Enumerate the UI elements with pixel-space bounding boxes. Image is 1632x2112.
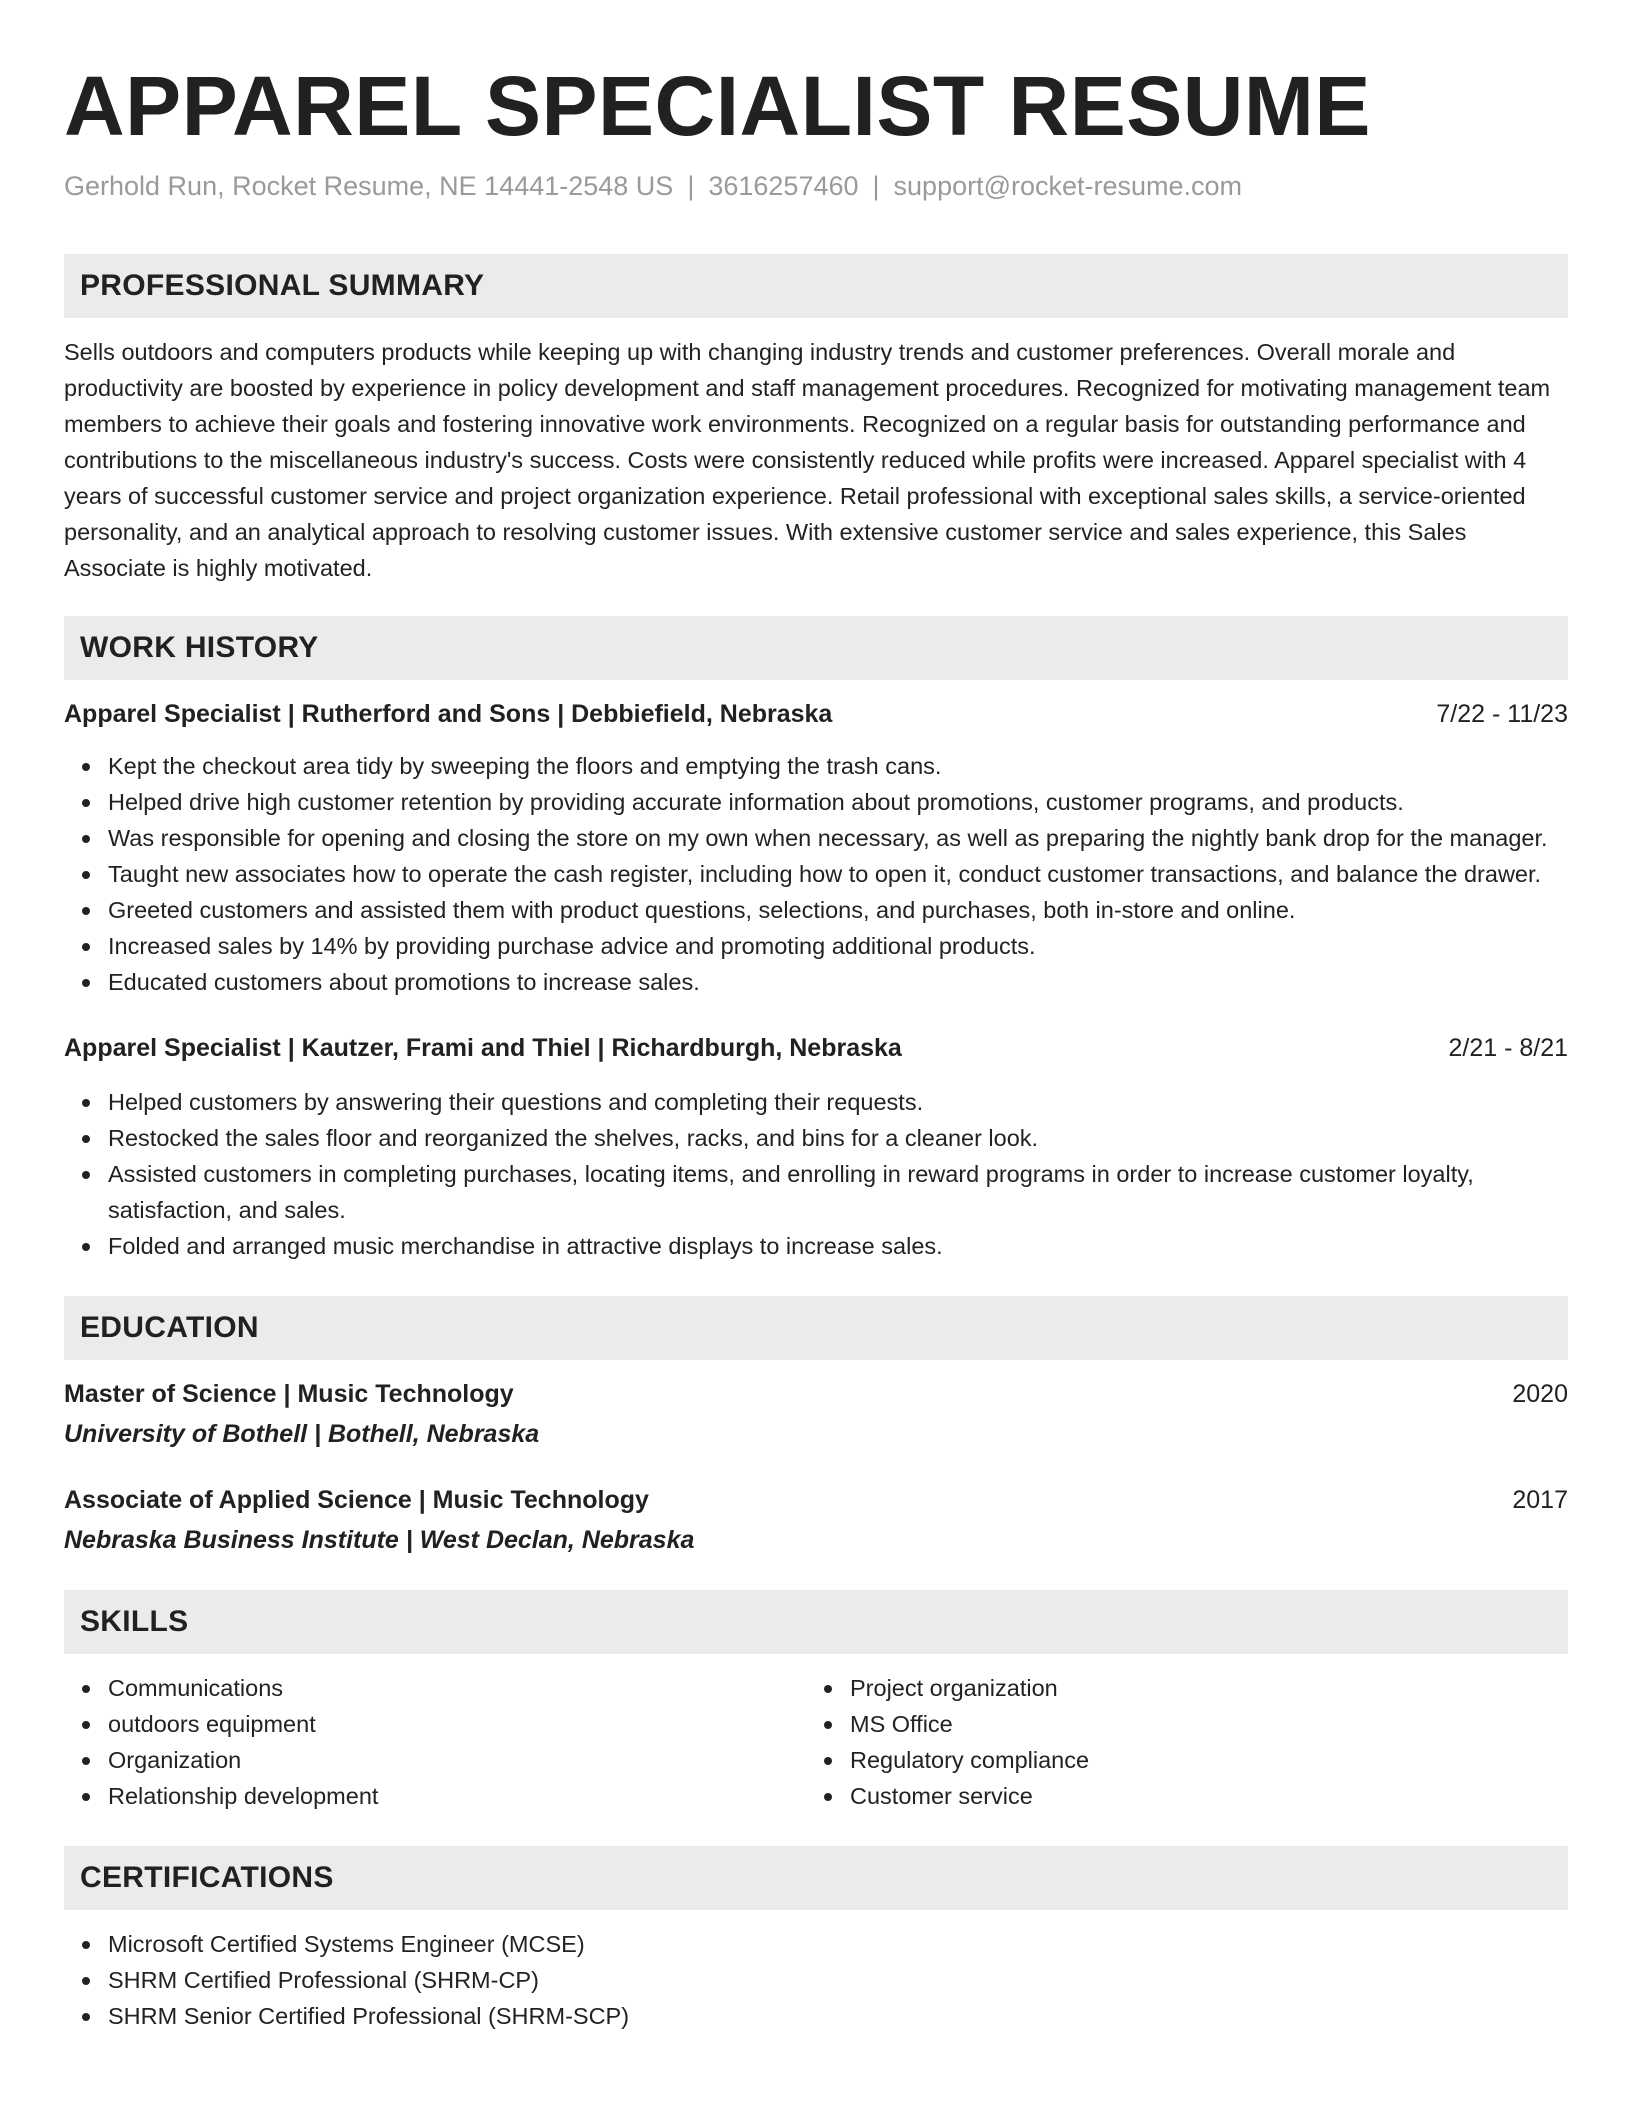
resume-title: APPAREL SPECIALIST RESUME [64, 59, 1371, 153]
resume-page [64, 0, 1568, 2034]
job-bullet: Helped customers by answering their questions and completing their requests. [64, 1084, 1568, 1120]
job-header [64, 1030, 1568, 1066]
job-title: Apparel Specialist | Rutherford and Sons | Debbiefield, Nebraska [64, 700, 833, 728]
education-school: University of Bothell | Bothell, Nebraska [64, 1420, 540, 1448]
job-bullet: Folded and arranged music merchandise in attractive displays to increase sales. [64, 1228, 1568, 1264]
certification-item: SHRM Senior Certified Professional (SHRM-SCP) [64, 1998, 1568, 2034]
section-header-summary: PROFESSIONAL SUMMARY [64, 254, 1568, 318]
job-bullet: Helped drive high customer retention by providing accurate information about promotions, customer programs, and products. [64, 784, 1568, 820]
skill-item: Relationship development [64, 1778, 806, 1814]
skill-item: Organization [64, 1742, 806, 1778]
education-entry [64, 1376, 1568, 1452]
section-header-education: EDUCATION [64, 1296, 1568, 1360]
job-title: Apparel Specialist | Kautzer, Frami and Thiel | Richardburgh, Nebraska [64, 1034, 902, 1062]
job-bullet: Educated customers about promotions to increase sales. [64, 964, 1568, 1000]
section-header-work-history: WORK HISTORY [64, 616, 1568, 680]
skill-item: Customer service [806, 1778, 1548, 1814]
contact-email: support@rocket-resume.com [893, 171, 1243, 201]
job-dates: 2/21 - 8/21 [1448, 1034, 1568, 1062]
contact-line [64, 168, 1568, 204]
job-bullet: Taught new associates how to operate the cash register, including how to open it, conduct customer transactions, and balance the drawer. [64, 856, 1568, 892]
skills-column-right [806, 1670, 1548, 1814]
job-entry [64, 1030, 1568, 1264]
skill-item: Project organization [806, 1670, 1548, 1706]
education-entry [64, 1482, 1568, 1558]
education-year: 2017 [1512, 1486, 1568, 1514]
certifications-list [64, 1926, 1568, 2034]
education-degree: Master of Science | Music Technology [64, 1380, 514, 1408]
job-bullet: Greeted customers and assisted them with product questions, selections, and purchases, both in-store and online. [64, 892, 1568, 928]
skill-item: Regulatory compliance [806, 1742, 1548, 1778]
skill-item: MS Office [806, 1706, 1548, 1742]
contact-separator: | [872, 171, 880, 201]
skills-column-left [64, 1670, 806, 1814]
summary-text: Sells outdoors and computers products while keeping up with changing industry trends and customer preferences. Overall morale and productivity are boosted by experience in policy development and staff management procedures. Recognized for motivating management team members to achieve their goals and fostering innovative work environments. Recognized on a regular basis for outstanding performance and contributions to the miscellaneous industry's success. Costs were consistently reduced while profits were increased. Apparel specialist with 4 years of successful customer service and project organization experience. Retail professional with exceptional sales skills, a service-oriented personality, and an analytical approach to resolving customer issues. With extensive customer service and sales experience, this Sales Associate is highly motivated. [64, 339, 1551, 581]
education-degree: Associate of Applied Science | Music Technology [64, 1486, 649, 1514]
job-dates: 7/22 - 11/23 [1436, 700, 1568, 728]
contact-phone: 3616257460 [708, 171, 859, 201]
skill-item: Communications [64, 1670, 806, 1706]
job-header [64, 696, 1568, 732]
education-year: 2020 [1512, 1380, 1568, 1408]
job-bullets [64, 1084, 1568, 1264]
education-header [64, 1376, 1568, 1412]
certification-item: SHRM Certified Professional (SHRM-CP) [64, 1962, 1568, 1998]
job-bullet: Assisted customers in completing purchases, locating items, and enrolling in reward programs in order to increase customer loyalty, satisfaction, and sales. [64, 1156, 1568, 1228]
certification-item: Microsoft Certified Systems Engineer (MCSE) [64, 1926, 1568, 1962]
section-header-certifications: CERTIFICATIONS [64, 1846, 1568, 1910]
job-entry [64, 696, 1568, 1000]
education-school: Nebraska Business Institute | West Declan, Nebraska [64, 1526, 695, 1554]
education-header [64, 1482, 1568, 1518]
job-bullets [64, 748, 1568, 1000]
job-bullet: Kept the checkout area tidy by sweeping the floors and emptying the trash cans. [64, 748, 1568, 784]
job-bullet: Was responsible for opening and closing the store on my own when necessary, as well as preparing the nightly bank drop for the manager. [64, 820, 1568, 856]
job-bullet: Increased sales by 14% by providing purchase advice and promoting additional products. [64, 928, 1568, 964]
skills-list [64, 1670, 1568, 1814]
skill-item: outdoors equipment [64, 1706, 806, 1742]
contact-address: Gerhold Run, Rocket Resume, NE 14441-2548 US [64, 171, 674, 201]
job-bullet: Restocked the sales floor and reorganized the shelves, racks, and bins for a cleaner look. [64, 1120, 1568, 1156]
section-header-skills: SKILLS [64, 1590, 1568, 1654]
contact-separator: | [687, 171, 695, 201]
